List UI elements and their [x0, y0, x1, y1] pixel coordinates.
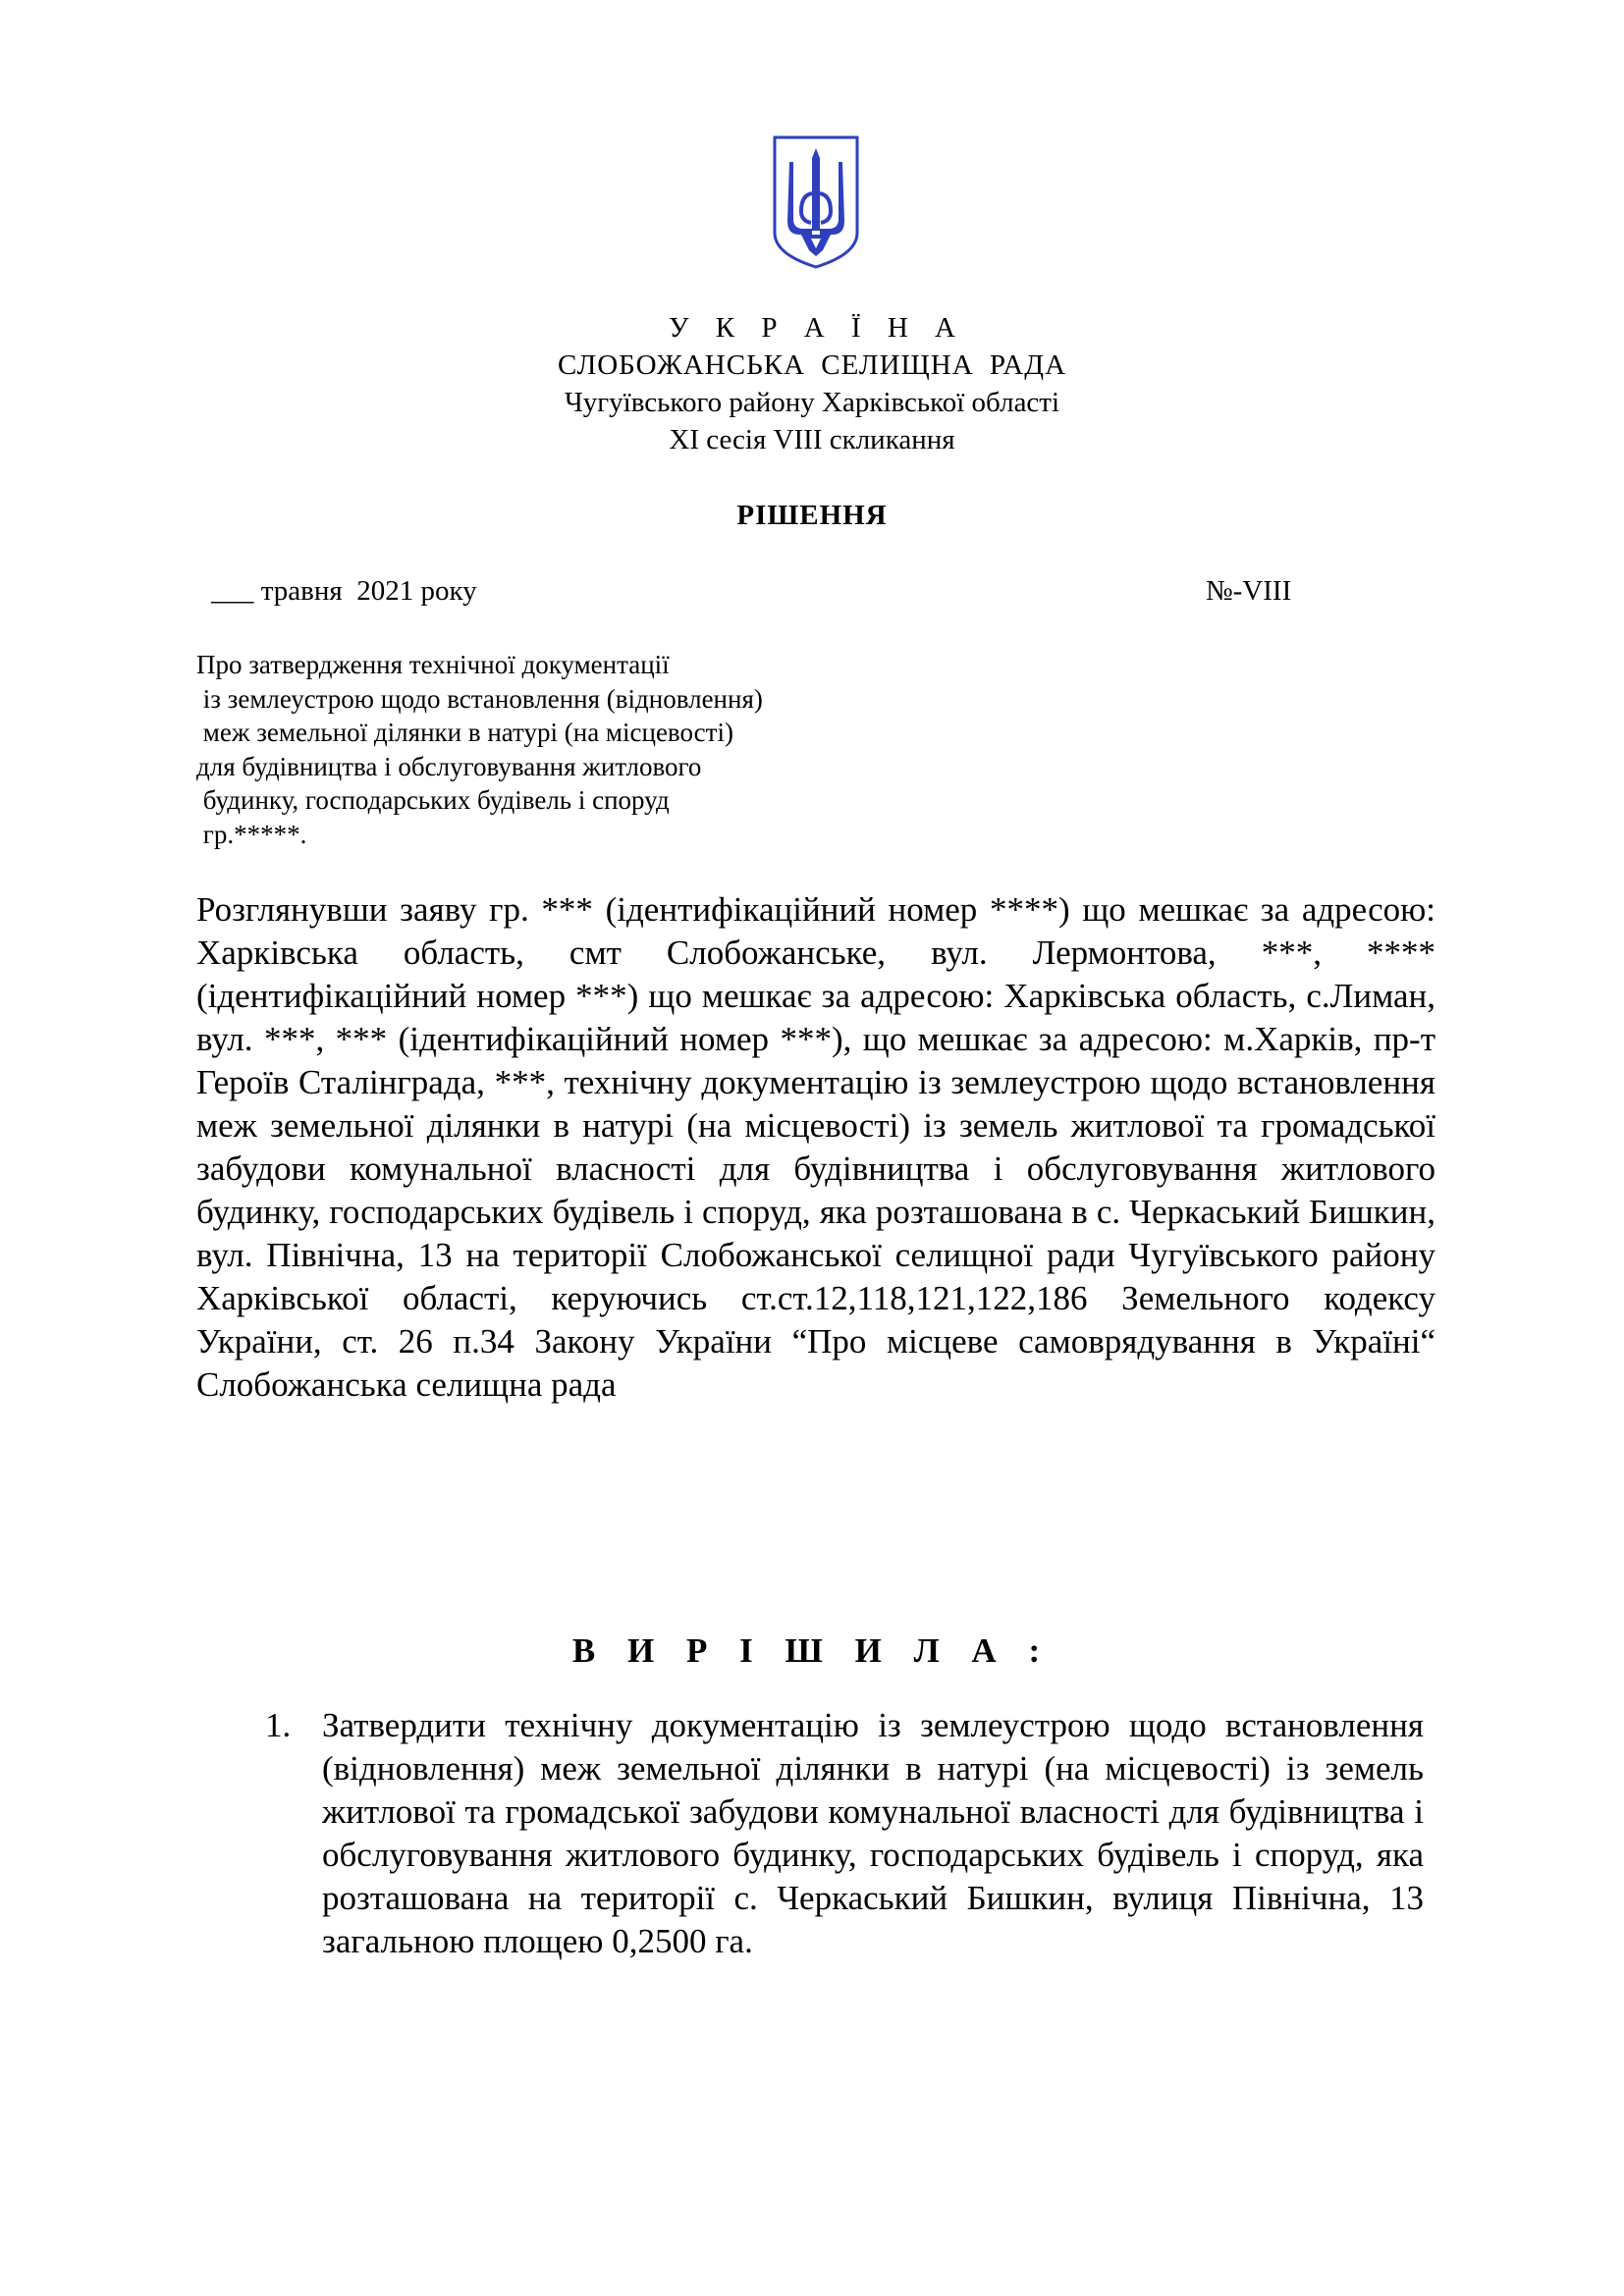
subject-line: Про затвердження технічної документації [196, 650, 670, 679]
country-name: У К Р А Ї Н А [669, 312, 965, 344]
subject-line: гр.*****. [196, 819, 307, 849]
preamble-paragraph [196, 888, 1435, 1407]
resolution-list [265, 1704, 1424, 1963]
council-name: СЛОБОЖАНСЬКА СЕЛИЩНА РАДА [557, 349, 1067, 381]
subject-line: меж земельної ділянки в натурі (на місцевості) [196, 718, 733, 747]
list-item-number: 1. [265, 1706, 292, 1744]
document-title: РІШЕННЯ [736, 500, 888, 531]
tryzub-coat-of-arms-icon [772, 134, 860, 270]
session-info: ХІ сесія VIII скликання [669, 424, 955, 455]
list-item [265, 1704, 1424, 1963]
resolved-heading: В И Р І Ш И Л А : [571, 1631, 1053, 1670]
subject-line: будинку, господарських будівель і споруд [196, 785, 670, 815]
document-date: ___ травня 2021 року [211, 575, 477, 607]
district-name: Чугуївського району Харківської області [564, 387, 1060, 418]
subject-line: із землеустрою щодо встановлення (відновлення) [196, 683, 763, 714]
preamble-text: Розглянувши заяву гр. *** (ідентифікаційний номер ****) що мешкає за адресою: Харківська область, смт Слобожанське, вул. Лермонтова, ***, **** (ідентифікаційний номер ***) що мешкає за адресою: Харківська область, с.Лиман, вул. ***, *** (ідентифікаційний номер ***), що мешкає за адресою: м.Харків, пр-т Героїв Сталінграда, ***, технічну документацію із землеустрою щодо встановлення меж земельної ділянки в натурі (на місцевості) із земель житлової та громадської забудови комунальної власності для будівництва і обслуговування житлового будинку, господарських будівель і споруд, яка розташована в с. Черкаський Бишкин, вул. Північна, 13 на території Слобожанської селищної ради Чугуївського району Харківської області, керуючись ст.ст.12,118,121,122,186 Земельного кодексу України, ст. 26 п.34 Закону України “Про місцеве самоврядування в Україні“ Слобожанська селищна рада [196, 890, 1435, 1404]
document-subject [196, 648, 763, 851]
subject-line: для будівництва і обслуговування житлового [196, 751, 702, 781]
list-item-text: Затвердити технічну документацію із землеустрою щодо встановлення (відновлення) меж земельної ділянки в натурі (на місцевості) із земель житлової та громадської забудови комунальної власності для будівництва і обслуговування житлового будинку, господарських будівель і споруд, яка розташована на території с. Черкаський Бишкин, вулиця Північна, 13 загальною площею 0,2500 га. [322, 1706, 1424, 1960]
document-number: №-VIII [1206, 575, 1292, 607]
